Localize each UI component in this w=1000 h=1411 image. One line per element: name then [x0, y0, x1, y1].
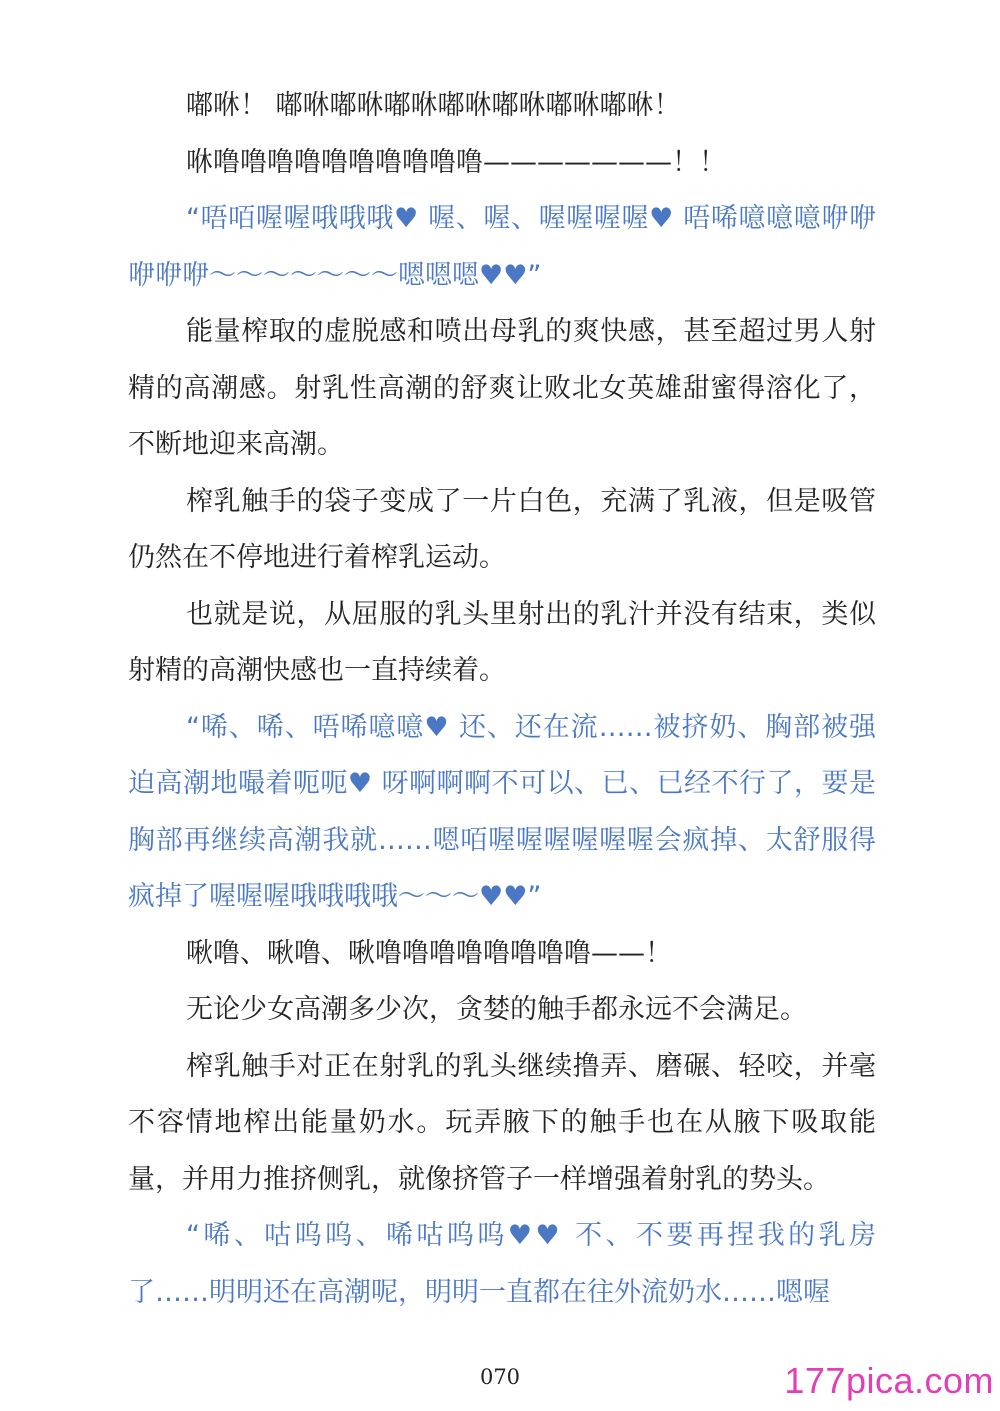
paragraph-narration: 能量榨取的虚脱感和喷出母乳的爽快感，甚至超过男人射精的高潮感。射乳性高潮的舒爽让败北女英雄甜蜜得溶化了，不断地迎来高潮。 — [128, 316, 876, 460]
paragraph-narration: 无论少女高潮多少次，贪婪的触手都永远不会满足。 — [186, 994, 807, 1025]
paragraph-narration: 榨乳触手的袋子变成了一片白色，充满了乳液，但是吸管仍然在不停地进行着榨乳运动。 — [128, 485, 876, 573]
paragraph-dialogue: “唏、咕呜呜、唏咕呜呜♥♥ 不、不要再捏我的乳房了……明明还在高潮呢，明明一直都在往外流奶水……嗯喔 — [128, 1220, 876, 1308]
page-number: 070 — [479, 1365, 521, 1389]
paragraph-dialogue: “唏、唏、唔唏噫噫♥ 还、还在流……被挤奶、胸部被强迫高潮地嘬着呃呃♥ 呀啊啊啊不可以、已、已经不行了，要是胸部再继续高潮我就……嗯咟喔喔喔喔喔喔会疯掉、太舒服得疯掉了喔喔喔哦哦哦哦～～～♥♥” — [128, 711, 876, 912]
watermark-link[interactable]: 177pica.com — [784, 1360, 994, 1401]
paragraph-dialogue: “唔咟喔喔哦哦哦♥ 喔、喔、喔喔喔喔♥ 唔唏噫噫噫咿咿咿咿咿～～～～～～～嗯嗯嗯♥♥” — [128, 203, 876, 291]
paragraph-narration: 也就是说，从屈服的乳头里射出的乳汁并没有结束，类似射精的高潮快感也一直持续着。 — [128, 598, 876, 686]
paragraph-narration: 嘟咻！ 嘟咻嘟咻嘟咻嘟咻嘟咻嘟咻嘟咻！ — [186, 90, 681, 121]
paragraph-narration: 啾噜、啾噜、啾噜噜噜噜噜噜噜噜——！ — [186, 937, 672, 969]
paragraph-narration: 榨乳触手对正在射乳的乳头继续撸弄、磨碾、轻咬，并毫不容情地榨出能量奶水。玩弄腋下的触手也在从腋下吸取能量，并用力推挤侧乳，就像挤管子一样增强着射乳的势头。 — [128, 1050, 876, 1195]
paragraph-narration: 咻噜噜噜噜噜噜噜噜噜噜———————！！ — [186, 146, 726, 178]
page-text-body — [128, 78, 876, 1321]
